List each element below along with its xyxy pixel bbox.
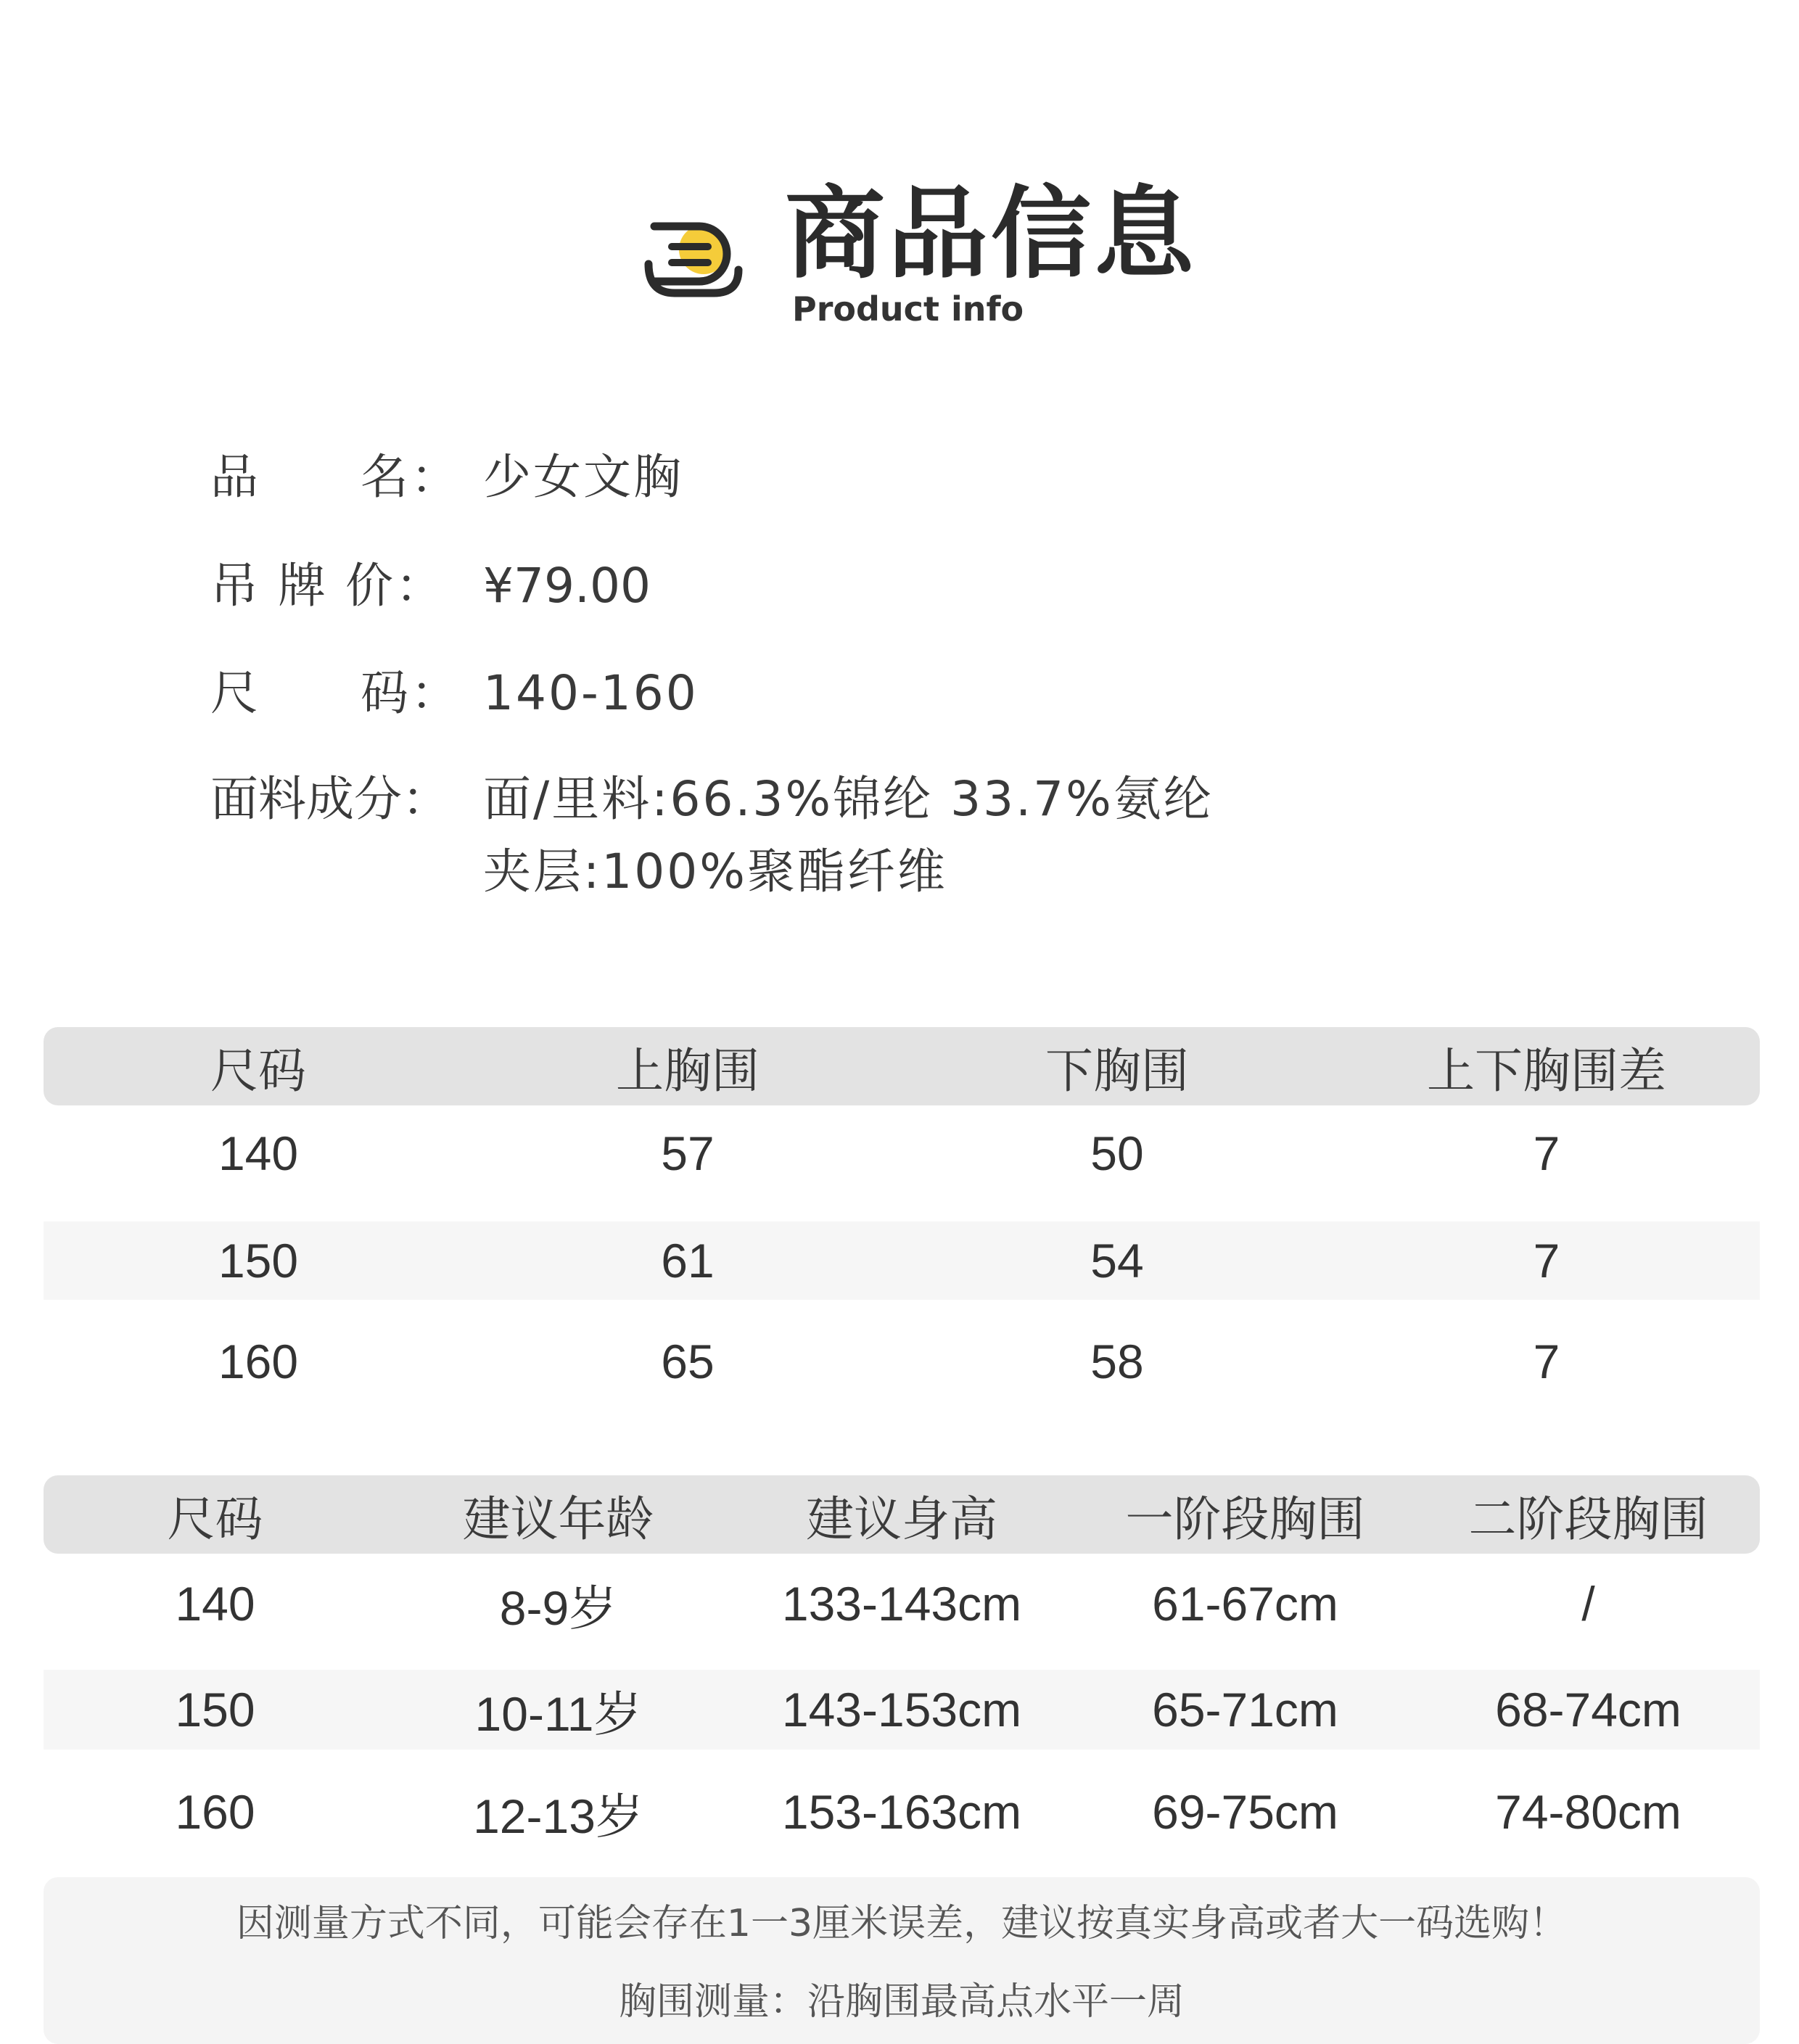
fabric-value-outer: 面/里料:66.3%锦纶 33.7%氨纶: [483, 771, 1214, 827]
table-cell: 74-80cm: [1495, 1785, 1681, 1839]
table-cell: 57: [661, 1126, 715, 1180]
table-cell: /: [1581, 1577, 1595, 1631]
price-label: 吊 牌 价：: [210, 558, 445, 614]
table-row: [44, 1670, 1760, 1750]
table-cell: 140: [218, 1126, 299, 1180]
table-cell: 7: [1533, 1335, 1560, 1388]
table-row: [44, 1763, 1760, 1861]
table-cell: 65-71cm: [1152, 1683, 1338, 1736]
header-cell: 一阶段胸围: [1125, 1491, 1365, 1547]
table-cell: 65: [661, 1335, 715, 1388]
table-cell: 133-143cm: [781, 1577, 1022, 1631]
name-label: 品 名：: [210, 449, 461, 505]
document-lines-icon: [633, 205, 749, 313]
table-cell: 8-9岁: [499, 1581, 617, 1635]
page-subtitle: Product info: [792, 289, 1024, 329]
table-cell: 68-74cm: [1495, 1683, 1681, 1736]
table-cell: 50: [1090, 1126, 1144, 1180]
price-value: ¥79.00: [483, 558, 651, 614]
age-height-table: [44, 1475, 1760, 1867]
table-cell: 150: [218, 1234, 299, 1287]
chest-measure-note: 胸围测量：沿胸围最高点水平一周: [618, 1980, 1185, 2024]
table-cell: 12-13岁: [473, 1789, 643, 1843]
header-cell: 建议年龄: [462, 1491, 654, 1547]
size-value: 140-160: [483, 665, 699, 721]
header-cell: 尺码: [210, 1042, 306, 1099]
page-title: 商品信息: [785, 176, 1198, 292]
name-value: 少女文胸: [483, 449, 683, 505]
table-header-row: [44, 1475, 1760, 1554]
table-row: [44, 1110, 1760, 1197]
fabric-value-padding: 夹层:100%聚酯纤维: [483, 844, 947, 899]
header-cell: 上下胸围差: [1427, 1042, 1666, 1099]
table-cell: 150: [175, 1683, 255, 1736]
table-cell: 160: [175, 1785, 255, 1839]
table-cell: 54: [1090, 1234, 1144, 1287]
table-row: [44, 1221, 1760, 1300]
header-cell: 尺码: [167, 1491, 263, 1547]
table-cell: 10-11岁: [474, 1686, 642, 1741]
table-cell: 140: [175, 1577, 255, 1631]
table-cell: 61: [661, 1234, 715, 1287]
header-cell: 二阶段胸围: [1468, 1491, 1708, 1547]
table-cell: 7: [1533, 1126, 1560, 1180]
table-row: [44, 1558, 1760, 1649]
table-cell: 7: [1533, 1234, 1560, 1287]
table-cell: 58: [1090, 1335, 1144, 1388]
header-cell: 上胸围: [616, 1042, 759, 1099]
fabric-label: 面料成分：: [210, 771, 450, 827]
header-cell: 建议身高: [806, 1491, 997, 1547]
header-cell: 下胸围: [1045, 1042, 1189, 1099]
table-header-row: [44, 1027, 1760, 1105]
table-cell: 69-75cm: [1152, 1785, 1338, 1839]
table-cell: 160: [218, 1335, 299, 1388]
table-cell: 153-163cm: [781, 1785, 1022, 1839]
size-label: 尺 码：: [210, 665, 461, 721]
table-cell: 61-67cm: [1152, 1577, 1338, 1631]
measurement-notes: [44, 1877, 1760, 2044]
table-cell: 143-153cm: [781, 1683, 1022, 1736]
size-chart-table: [44, 1027, 1760, 1404]
table-row: [44, 1314, 1760, 1409]
measurement-error-note: 因测量方式不同，可能会存在1一3厘米误差，建议按真实身高或者大一码选购！: [236, 1902, 1568, 1945]
